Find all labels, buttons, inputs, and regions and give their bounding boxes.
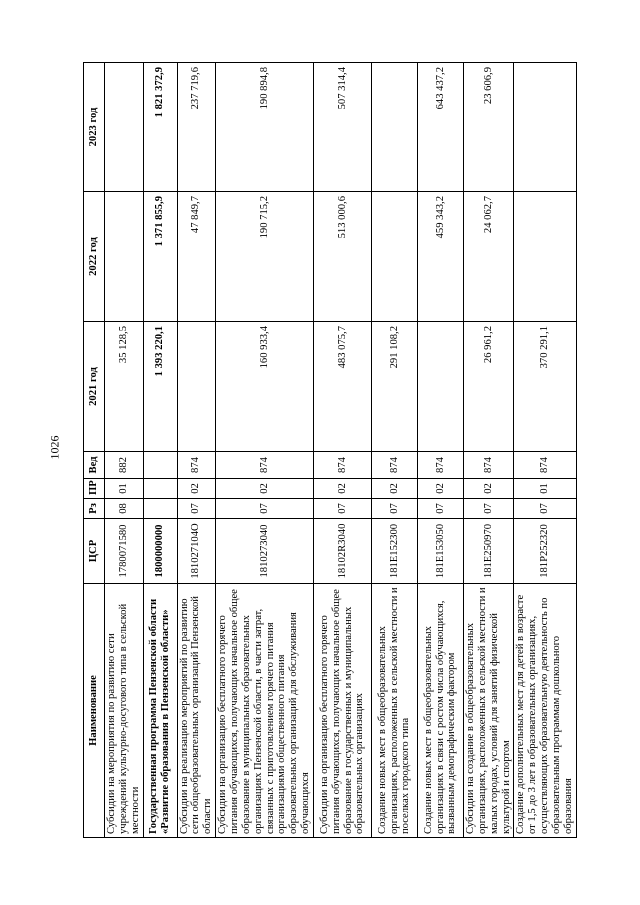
row-2021: 26 961,2 <box>464 322 514 452</box>
row-2023: 190 894,8 <box>216 63 314 192</box>
row-pr: 01 <box>514 479 576 499</box>
header-2022: 2022 год <box>84 192 105 322</box>
row-csr: 1780071580 <box>105 519 144 584</box>
row-ved: 874 <box>372 452 418 479</box>
row-2023: 643 437,2 <box>418 63 464 192</box>
row-csr: 181P252320 <box>514 519 576 584</box>
row-rz: 07 <box>418 499 464 519</box>
row-name: Субсидии на мероприятия по развитию сети учреждений культурно-досугового типа в сельской местности <box>105 584 144 838</box>
row-pr: 02 <box>177 479 216 499</box>
row-rz: 07 <box>372 499 418 519</box>
row-name: Субсидии на создание в общеобразовательных организациях, расположенных в сельской местности и малых городах, условий для занятий физической культурой и спортом <box>464 584 514 838</box>
row-csr: 181027104О <box>177 519 216 584</box>
row-ved: 874 <box>464 452 514 479</box>
row-name: Создание новых мест в общеобразовательных организациях в связи с ростом числа обучающихся, вызванным демографическим фактором <box>418 584 464 838</box>
header-ved: Вед <box>84 452 105 479</box>
row-rz: 07 <box>514 499 576 519</box>
row-csr: 1800000000 <box>143 519 177 584</box>
header-csr: ЦСР <box>84 519 105 584</box>
row-2023: 507 314,4 <box>314 63 372 192</box>
row-ved <box>143 452 177 479</box>
row-2022 <box>105 192 144 322</box>
row-rz: 07 <box>464 499 514 519</box>
header-pr: ПР <box>84 479 105 499</box>
header-rz: Рз <box>84 499 105 519</box>
row-2021: 370 291,1 <box>514 322 576 452</box>
budget-table-container <box>83 63 574 838</box>
row-ved: 874 <box>177 452 216 479</box>
row-csr: 181E153050 <box>418 519 464 584</box>
row-name: Создание дополнительных мест для детей в возрасте от 1,5 до 3 лет в образовательных организациях, осуществляющих образовательную деятельность по образовательным программам дошкольного образования <box>514 584 576 838</box>
row-2023 <box>372 63 418 192</box>
row-2023: 237 719,6 <box>177 63 216 192</box>
table-header-row <box>84 63 105 838</box>
table-row <box>143 63 177 838</box>
row-csr: 1810273040 <box>216 519 314 584</box>
row-ved: 882 <box>105 452 144 479</box>
row-2023 <box>514 63 576 192</box>
row-2022 <box>372 192 418 322</box>
table-row <box>418 63 464 838</box>
row-2022 <box>514 192 576 322</box>
row-csr: 18102R3040 <box>314 519 372 584</box>
row-rz: 07 <box>177 499 216 519</box>
row-rz: 07 <box>314 499 372 519</box>
row-2023 <box>105 63 144 192</box>
row-pr: 02 <box>314 479 372 499</box>
row-2022: 1 371 855,9 <box>143 192 177 322</box>
row-csr: 181E152300 <box>372 519 418 584</box>
page-number-text: 1026 <box>47 435 62 460</box>
table-row <box>372 63 418 838</box>
row-2021: 291 108,2 <box>372 322 418 452</box>
row-pr: 02 <box>464 479 514 499</box>
row-name: Государственная программа Пензенской области «Развитие образования в Пензенской области» <box>143 584 177 838</box>
row-2021 <box>177 322 216 452</box>
row-2021 <box>418 322 464 452</box>
row-2022: 24 062,7 <box>464 192 514 322</box>
header-2021: 2021 год <box>84 322 105 452</box>
row-2021: 1 393 220,1 <box>143 322 177 452</box>
row-name: Создание новых мест в общеобразовательных организациях, расположенных в сельской местности и поселках городского типа <box>372 584 418 838</box>
row-pr: 02 <box>418 479 464 499</box>
header-2023: 2023 год <box>84 63 105 192</box>
row-pr: 02 <box>216 479 314 499</box>
table-row <box>514 63 576 838</box>
budget-table <box>83 62 577 838</box>
row-2021: 160 933,4 <box>216 322 314 452</box>
row-ved: 874 <box>314 452 372 479</box>
row-rz <box>143 499 177 519</box>
row-name: Субсидии на реализацию мероприятий по развитию сети общеобразовательных организаций Пензенской области <box>177 584 216 838</box>
table-row <box>105 63 144 838</box>
page-number <box>40 435 70 460</box>
row-2022: 459 343,2 <box>418 192 464 322</box>
row-csr: 181E250970 <box>464 519 514 584</box>
row-pr: 01 <box>105 479 144 499</box>
row-rz: 08 <box>105 499 144 519</box>
table-row <box>177 63 216 838</box>
row-ved: 874 <box>216 452 314 479</box>
row-name: Субсидии на организацию бесплатного горячего питания обучающихся, получающих начальное общее образование в муниципальных образовательных организациях Пензенской области, в части затрат, связанных с приготовлением горячего питания организациями общественного питания образовательных организаций для обслуживания обучающихся <box>216 584 314 838</box>
row-2022: 47 849,7 <box>177 192 216 322</box>
row-name: Субсидии на организацию бесплатного горячего питания обучающихся, получающих начальное общее образование в государственных и муниципальных образовательных организациях <box>314 584 372 838</box>
row-2023: 1 821 372,9 <box>143 63 177 192</box>
row-pr <box>143 479 177 499</box>
row-2023: 23 606,9 <box>464 63 514 192</box>
row-ved: 874 <box>514 452 576 479</box>
row-rz: 07 <box>216 499 314 519</box>
row-2022: 513 000,6 <box>314 192 372 322</box>
row-2021: 483 075,7 <box>314 322 372 452</box>
row-pr: 02 <box>372 479 418 499</box>
table-row <box>314 63 372 838</box>
table-row <box>216 63 314 838</box>
header-name: Наименование <box>84 584 105 838</box>
row-ved: 874 <box>418 452 464 479</box>
row-2021: 35 128,5 <box>105 322 144 452</box>
row-2022: 190 715,2 <box>216 192 314 322</box>
table-row <box>464 63 514 838</box>
